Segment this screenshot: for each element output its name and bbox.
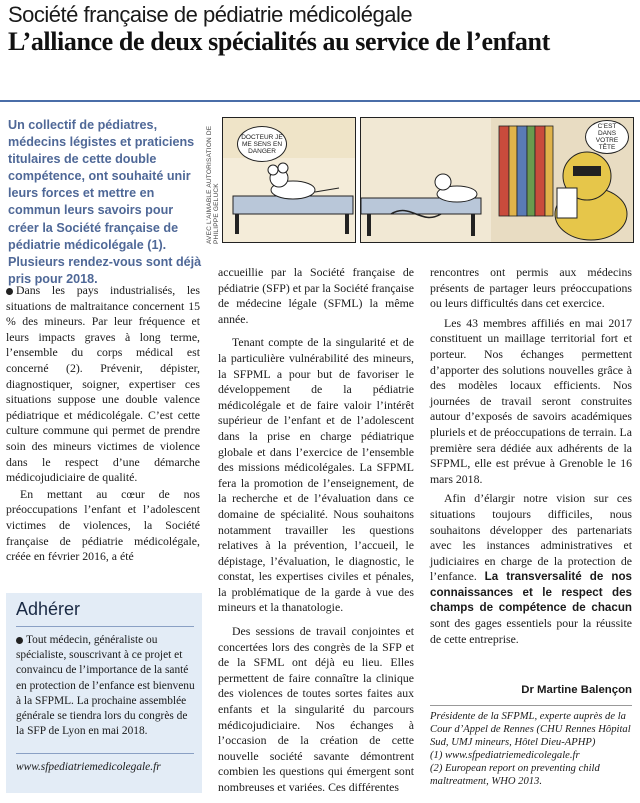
- website-link[interactable]: www.sfpediatriemedicolegale.fr: [16, 761, 161, 773]
- bullet-icon: [16, 637, 23, 644]
- box-divider: [16, 626, 194, 627]
- column-3: [430, 265, 632, 647]
- speech-bubble-2: C’EST DANS VOTRE TÊTE: [585, 120, 629, 154]
- comic-panel-1: [222, 117, 356, 243]
- paragraph: [6, 283, 200, 486]
- paragraph: Tenant compte de la singularité et de la particulière vulnérabilité des mineurs, la SFPML a pour but de favoriser le développement de la pédiatrie médicolégale et de faire valoir l’intérêt supérieur de l’enfant et de l’adolescent dans la prise en charge pédiatrique globale et dans l’exercice de l’ensemble des missions médicolégales. La SFPML fera la promotion de l’enseignement, de la recherche et de l’évaluation dans ce domaine de spécialité. Nous souhaitons notamment travailler les questions relatives à la prévention, l’accueil, le dépistage, l’évaluation, le diagnostic, le constat, les expertises civiles et pénales, la problématique de la garde à vue des mineurs et la thanatologie.: [218, 335, 414, 615]
- box-title: Adhérer: [16, 599, 81, 619]
- author-signature: Dr Martine Balençon: [521, 684, 632, 696]
- section-kicker: Société française de pédiatrie médicolégale: [8, 2, 413, 27]
- image-credit: AVEC L’AIMABLE AUTORISATION DE PHILIPPE GELUCK: [206, 125, 220, 244]
- footnotes: [430, 710, 632, 788]
- paragraph: Les 43 membres affiliés en mai 2017 constituent un maillage territorial fort et porteur. Nos échanges permettent d’apporter des solutions nouvelles grâce à des modèles locaux efficients. Nos journées de travail seront construites autour d’exposés de savoirs académiques pluriels et de préoccupations de terrain. La première sera dédiée aux adhérents de la SFPML, elle est prévue à Grenoble le 16 mars 2018.: [430, 315, 632, 486]
- paragraph: [430, 491, 632, 647]
- footnote-1: (1) www.sfpediatriemedicolegale.fr: [430, 750, 580, 761]
- paragraph: rencontres ont permis aux médecins présents de partager leurs préoccupations ou leurs difficultés dans cet exercice.: [430, 265, 632, 311]
- comic-panel-2: [360, 117, 634, 243]
- footnote-2: (2) European report on preventing child maltreatment, WHO 2013.: [430, 763, 600, 787]
- box-divider: [16, 753, 194, 754]
- emphasis-text: La transversalité de nos connaissances et le respect des champs de compétence de chacun: [430, 570, 632, 615]
- top-rule: [0, 100, 640, 102]
- author-affiliation: Présidente de la SFPML, experte auprès de la Cour d’Appel de Rennes (CHU Rennes Hôpital Sud, UMJ mineurs, Hôtel Dieu-APHP): [430, 711, 631, 748]
- paragraph: Des sessions de travail conjointes et concertées lors des congrès de la SFP et de la SFML ont déjà eu lieu. Elles permettent de faire connaître la clinique des violences de toutes sortes faites aux enfants et la singularité du parcours médicojudiciaire. Nos échanges à l’occasion de la création de cette nouvelle société savante démontrent combien les questions qui émergent sont nombreuses et variées. Ces différentes: [218, 624, 414, 794]
- notes-divider: [430, 705, 632, 706]
- box-text-body: Tout médecin, généraliste ou spécialiste, souscrivant à ce projet et convaincu de l’importance de la santé en protection de l’enfance est bienvenu à la SFPML. La prochaine assemblée générale se tiendra lors du congrès de la SFP de Lyon en mai 2018.: [16, 634, 195, 738]
- paragraph-text: sont des gages essentiels pour la réussite de cette entreprise.: [430, 616, 632, 646]
- sidebar-box: [6, 593, 202, 793]
- speech-bubble-1: DOCTEUR JE ME SENS EN DANGER: [237, 126, 287, 162]
- column-1: [6, 283, 200, 565]
- box-text: [16, 633, 196, 739]
- chapo: Un collectif de pédiatres, médecins légistes et praticiens titulaires de cette double compétence, ont souhaité unir leurs forces et mettre en commun leurs savoirs pour créer la Société française de pédiatrie médicolégale (1). Plusieurs rendez-vous sont déjà pris pour 2018.: [8, 118, 202, 286]
- headline: L’alliance de deux spécialités au service de l’enfant: [8, 27, 550, 56]
- paragraph: En mettant au cœur de nos préoccupations l’enfant et l’adolescent victimes de violences, la Société française de pédiatrie médicolégale, créée en février 2016, a été: [6, 486, 200, 564]
- paragraph-text: Afin d’élargir notre vision sur ces situations toujours difficiles, nous souhaitons développer des partenariats avec les instances administratives et judiciaires en charge de la protection de l’enfance.: [430, 491, 632, 584]
- bullet-icon: [6, 288, 13, 295]
- paragraph-text: Dans les pays industrialisés, les situations de maltraitance concernent 15 % des mineurs. Par leur fréquence et leurs impacts graves à long terme, l’ensemble du corps médical est concerné (2). Prévenir, dépister, diagnostiquer, soigner, expertiser ces situations suppose une double valence pédiatrique et médicolégale. C’est cette culture commune qui permet de prendre soin des mineurs victimes de violence dans le respect d’une démarche médicojudiciaire de qualité.: [6, 283, 200, 485]
- column-2: [218, 265, 414, 796]
- paragraph: accueillie par la Société française de pédiatrie (SFP) et par la Société française de médecine légale (SFML) la même année.: [218, 265, 414, 326]
